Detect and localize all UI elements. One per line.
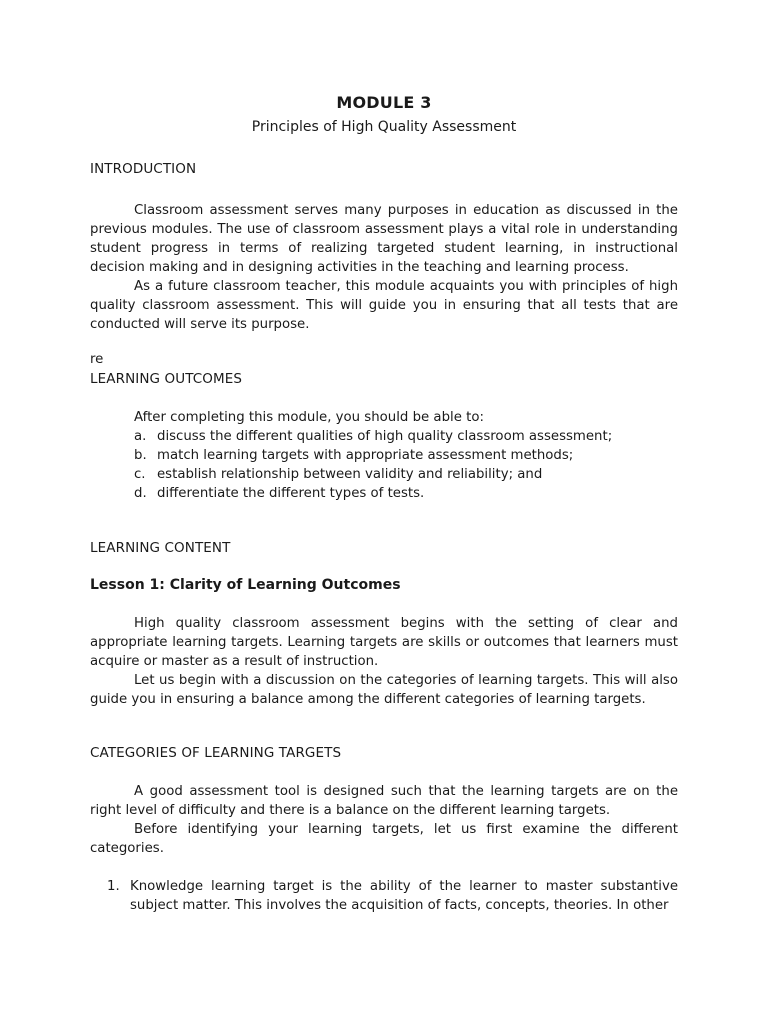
list-item-text: establish relationship between validity and reliability; and (157, 467, 543, 482)
category-item-number: 1. (107, 879, 120, 894)
stray-text: re (90, 352, 104, 367)
category-item-1 (107, 877, 678, 915)
categories-paragraph-2: Before identifying your learning targets, let us first examine the different categories. (90, 822, 678, 856)
learning-outcomes-list (90, 427, 678, 503)
categories-body (90, 782, 678, 858)
learning-outcomes-heading: LEARNING OUTCOMES (90, 371, 243, 387)
list-item-text: match learning targets with appropriate assessment methods; (157, 448, 574, 463)
list-item-text: discuss the different qualities of high quality classroom assessment; (157, 429, 613, 444)
list-item-label: b. (134, 448, 147, 463)
learning-content-heading: LEARNING CONTENT (90, 540, 231, 556)
document-page (90, 0, 678, 1024)
module-title: MODULE 3 (336, 93, 432, 112)
category-item-text: Knowledge learning target is the ability of the learner to master substantive subject matter. This involves the acquisition of facts, concepts, theories. In other (130, 879, 678, 913)
introduction-heading: INTRODUCTION (90, 161, 197, 177)
list-item-label: c. (134, 467, 146, 482)
list-item-label: d. (134, 486, 147, 501)
list-item (90, 484, 678, 503)
learning-outcomes-body (90, 408, 678, 503)
lesson-1-paragraph-2: Let us begin with a discussion on the categories of learning targets. This will also guide you in ensuring a balance among the different categories of learning targets. (90, 673, 678, 707)
lesson-1-paragraph-1: High quality classroom assessment begins with the setting of clear and appropriate learning targets. Learning targets are skills or outcomes that learners must acquire or master as a result of instruction. (90, 616, 678, 669)
categories-heading: CATEGORIES OF LEARNING TARGETS (90, 745, 342, 761)
learning-outcomes-intro: After completing this module, you should be able to: (134, 410, 484, 425)
introduction-body (90, 201, 678, 334)
list-item-label: a. (134, 429, 147, 444)
list-item (90, 465, 678, 484)
module-subtitle: Principles of High Quality Assessment (251, 119, 517, 135)
lesson-1-heading: Lesson 1: Clarity of Learning Outcomes (90, 577, 401, 593)
introduction-paragraph-2: As a future classroom teacher, this module acquaints you with principles of high quality classroom assessment. This will guide you in ensuring that all tests that are conducted will serve its purpose. (90, 279, 678, 332)
categories-paragraph-1: A good assessment tool is designed such that the learning targets are on the right level of difficulty and there is a balance on the different learning targets. (90, 784, 678, 818)
list-item (90, 427, 678, 446)
list-item-text: differentiate the different types of tests. (157, 486, 425, 501)
list-item (90, 446, 678, 465)
lesson-1-body (90, 614, 678, 709)
introduction-paragraph-1: Classroom assessment serves many purposes in education as discussed in the previous modules. The use of classroom assessment plays a vital role in understanding student progress in terms of realizing targeted student learning, in instructional decision making and in designing activities in the teaching and learning process. (90, 203, 678, 275)
